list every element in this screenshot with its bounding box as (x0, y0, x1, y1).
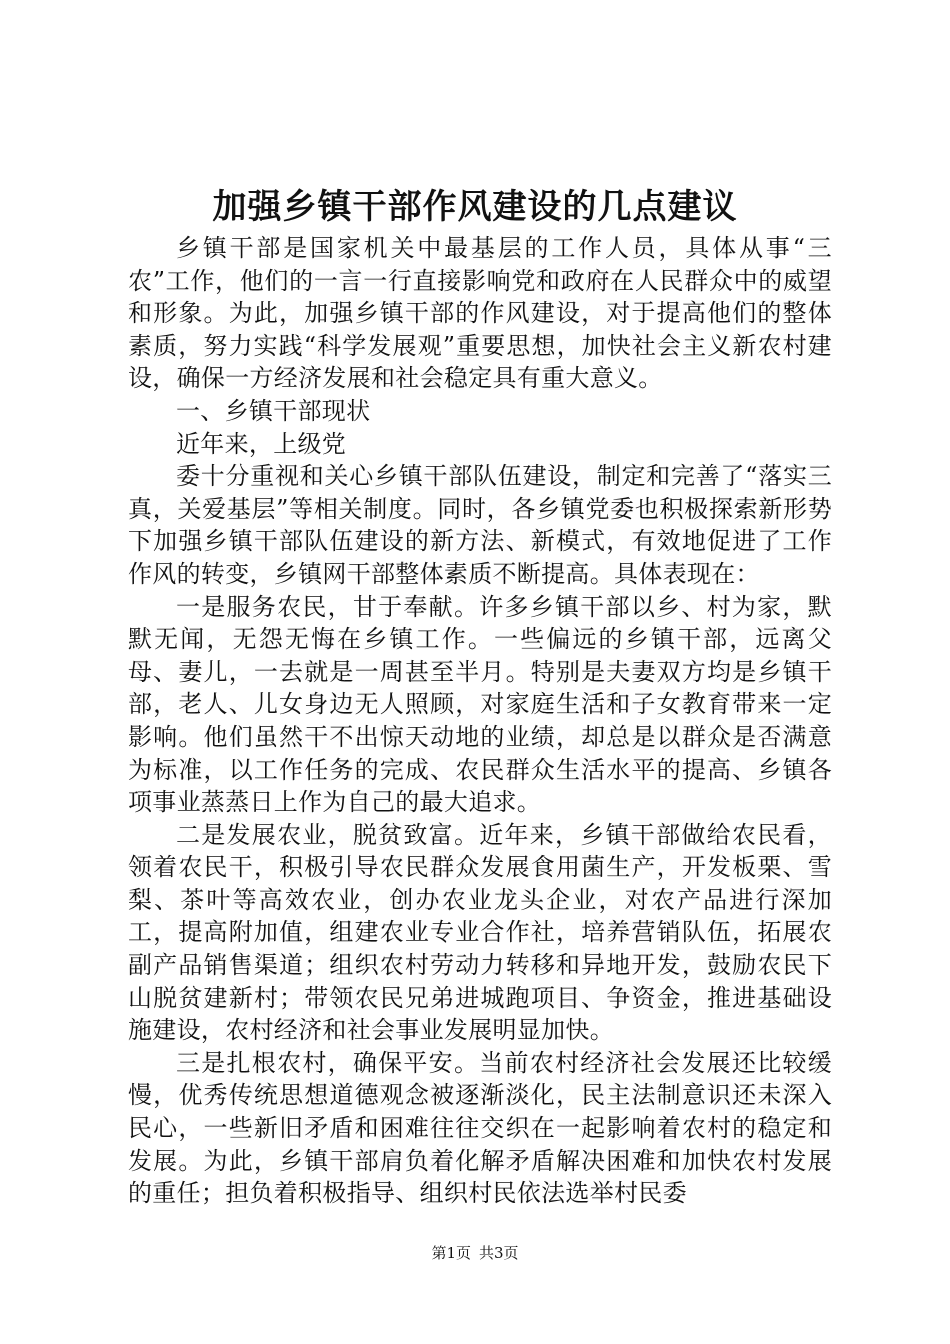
page-total: 共3页 (479, 1244, 519, 1262)
paragraph-point-three: 三是扎根农村，确保平安。当前农村经济社会发展还比较缓慢，优秀传统思想道德观念被逐渐淡化，民主法制意识还未深入民心，一些新旧矛盾和困难往往交织在一起影响着农村的稳定和发展。为此，乡镇干部肩负着化解矛盾解决困难和加快农村发展的重任；担负着积极指导、组织村民依法选举村民委 (128, 1048, 832, 1208)
document-title: 加强乡镇干部作风建设的几点建议 (212, 187, 738, 227)
page-footer (0, 1243, 950, 1263)
paragraph-point-two: 二是发展农业，脱贫致富。近年来，乡镇干部做给农民看，领着农民干，积极引导农民群众发展食用菌生产，开发板栗、雪梨、茶叶等高效农业，创办农业龙头企业，对农产品进行深加工，提高附加值，组建农业专业合作社，培养营销队伍，拓展农副产品销售渠道；组织农村劳动力转移和异地开发，鼓励农民下山脱贫建新村；带领农民兄弟进城跑项目、争资金，推进基础设施建设，农村经济和社会事业发展明显加快。 (128, 820, 832, 1045)
section-heading-status: 一、乡镇干部现状 (176, 396, 371, 425)
paragraph-party-committee: 委十分重视和关心乡镇干部队伍建设，制定和完善了“落实三真，关爱基层”等相关制度。同时，各乡镇党委也积极探索新形势下加强乡镇干部队伍建设的新方法、新模式，有效地促进了工作作风的转变，乡镇网干部整体素质不断提高。具体表现在： (128, 462, 832, 588)
paragraph-recent-years: 近年来，上级党 (176, 429, 347, 458)
page-number: 第1页 (431, 1244, 471, 1262)
paragraph-point-one: 一是服务农民，甘于奉献。许多乡镇干部以乡、村为家，默默无闻，无怨无悔在乡镇工作。一些偏远的乡镇干部，远离父母、妻儿，一去就是一周甚至半月。特别是夫妻双方均是乡镇干部，老人、儿女身边无人照顾，对家庭生活和子女教育带来一定影响。他们虽然干不出惊天动地的业绩，却总是以群众是否满意为标准，以工作任务的完成、农民群众生活水平的提高、乡镇各项事业蒸蒸日上作为自己的最大追求。 (128, 592, 832, 817)
paragraph-intro: 乡镇干部是国家机关中最基层的工作人员，具体从事“三农”工作，他们的一言一行直接影响党和政府在人民群众中的威望和形象。为此，加强乡镇干部的作风建设，对于提高他们的整体素质，努力实践“科学发展观”重要思想，加快社会主义新农村建设，确保一方经济发展和社会稳定具有重大意义。 (128, 234, 832, 393)
document-body (128, 232, 832, 1210)
